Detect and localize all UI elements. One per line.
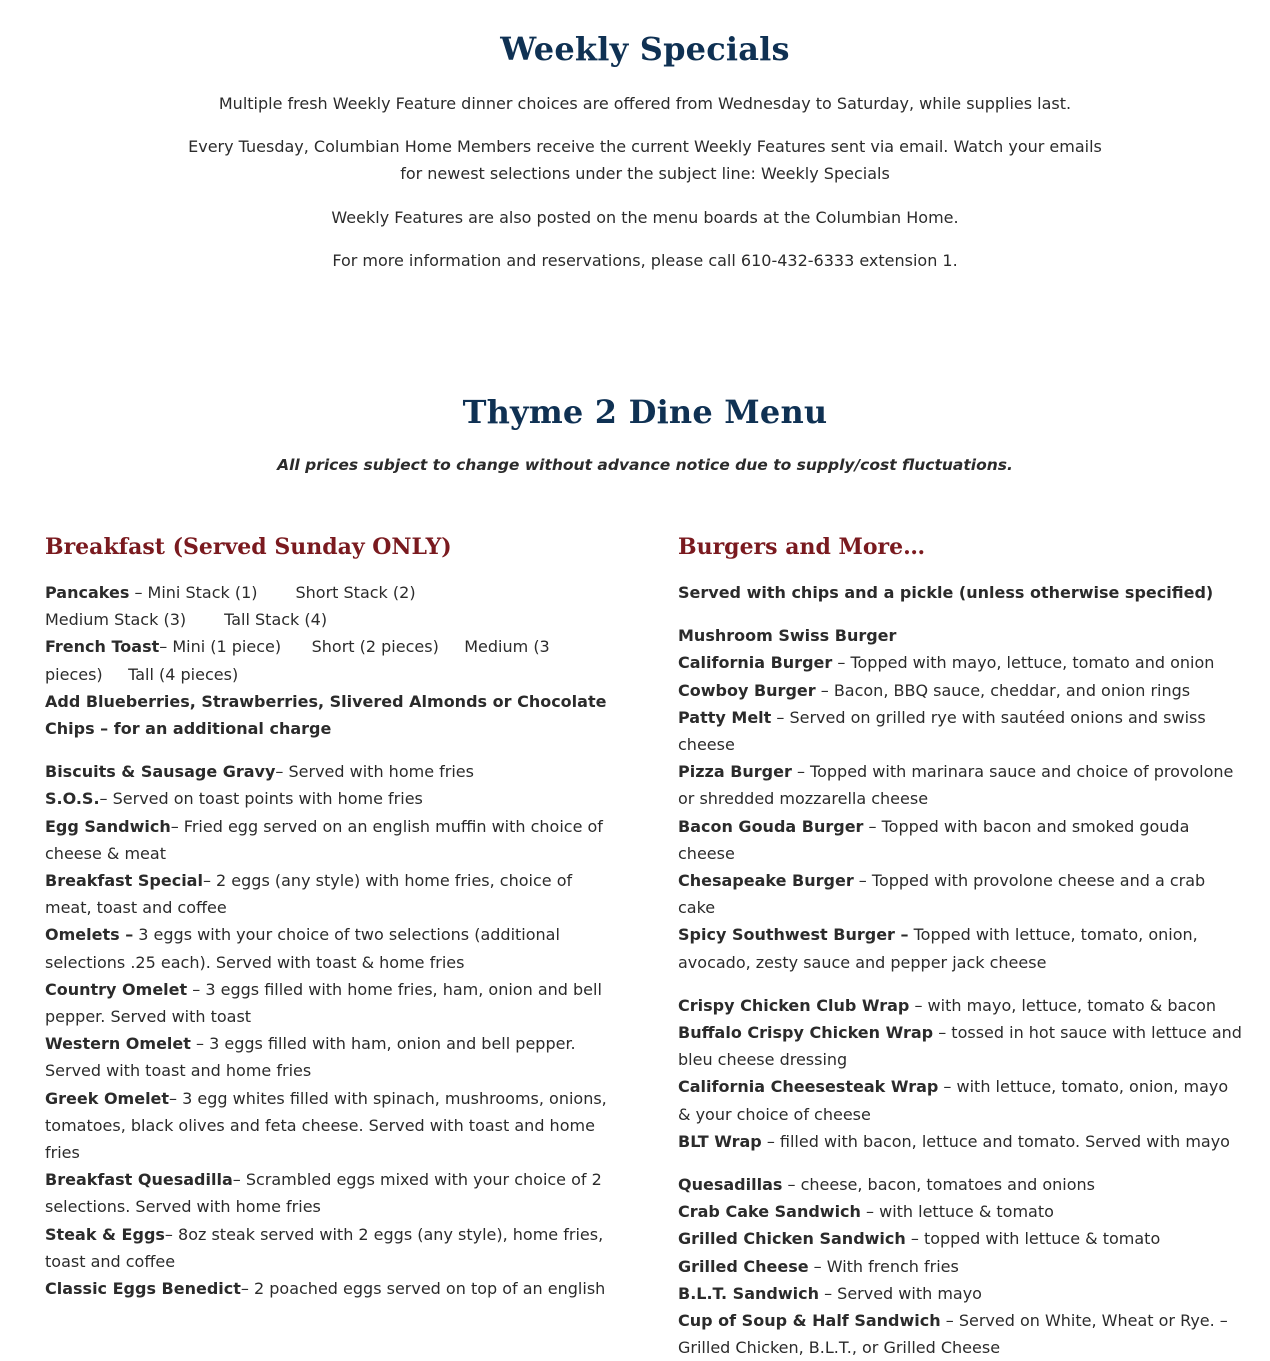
item-name: BLT Wrap — [678, 1131, 762, 1151]
item-name: Chesapeake Burger — [678, 871, 854, 891]
item-desc: – Fried egg served on an english muffin with choice of cheese & meat — [45, 816, 603, 863]
menu-item — [678, 867, 1244, 921]
weekly-specials-title: Weekly Specials — [500, 30, 790, 68]
item-desc: – tossed in hot sauce with lettuce and bleu cheese dressing — [678, 1023, 1242, 1070]
menu-item — [45, 813, 615, 867]
item-name: Quesadillas — [678, 1175, 783, 1195]
menu-item — [45, 1085, 615, 1167]
item-name: Crispy Chicken Club Wrap — [678, 995, 910, 1015]
item-desc: – with lettuce, tomato, onion, mayo & your choice of cheese — [678, 1077, 1229, 1124]
item-desc: – Served with mayo — [818, 1283, 982, 1303]
item-desc: Topped with lettuce, tomato, onion, avocado, zesty sauce and pepper jack cheese — [678, 925, 1198, 972]
item-desc: – Topped with provolone cheese and a crab cake — [678, 871, 1206, 918]
menu-item — [678, 1128, 1244, 1155]
item-name: Cup of Soup & Half Sandwich — [678, 1311, 941, 1331]
item-name: Mushroom Swiss Burger — [678, 626, 897, 646]
breakfast-heading: Breakfast (Served Sunday ONLY) — [45, 534, 452, 560]
addon-note: Add Blueberries, Strawberries, Slivered Almonds or Chocolate Chips – for an additional charge — [45, 691, 607, 739]
item-name: S.O.S. — [45, 789, 100, 809]
item-desc: – filled with bacon, lettuce and tomato. Served with mayo — [761, 1131, 1230, 1151]
menu-item — [678, 1019, 1244, 1073]
specials-paragraph: Weekly Features are also posted on the menu boards at the Columbian Home. — [331, 208, 959, 227]
menu-item — [45, 1030, 615, 1084]
item-desc: – 3 eggs filled with home fries, ham, onion and bell pepper. Served with toast — [45, 979, 602, 1027]
menu-item — [45, 1275, 615, 1302]
item-desc: – 2 poached eggs served on top of an english — [240, 1279, 606, 1299]
item-name: Bacon Gouda Burger — [678, 816, 864, 836]
menu-item — [678, 1073, 1244, 1127]
item-name: Grilled Cheese — [678, 1256, 809, 1276]
french-toast-item: French Toast– Mini (1 piece) Short (2 pieces) Medium (3 pieces) Tall (4 pieces) — [45, 637, 550, 684]
menu-item — [45, 1166, 615, 1220]
menu-item — [678, 813, 1244, 867]
item-desc: – Served on White, Wheat or Rye. – Grilled Chicken, B.L.T., or Grilled Cheese — [678, 1311, 1228, 1358]
burgers-note: Served with chips and a pickle (unless otherwise specified) — [678, 583, 1214, 602]
item-desc: – 3 egg whites filled with spinach, mushrooms, onions, tomatoes, black olives and feta cheese. Served with toast and home fries — [45, 1088, 607, 1163]
item-name: B.L.T. Sandwich — [678, 1283, 819, 1303]
item-desc: – cheese, bacon, tomatoes and onions — [782, 1175, 1096, 1195]
item-name: Omelets – — [45, 925, 134, 945]
item-name: Steak & Eggs — [45, 1224, 165, 1244]
menu-item — [678, 704, 1244, 758]
item-desc: 3 eggs with your choice of two selections (additional selections .25 each). Served with toast & home fries — [45, 925, 560, 972]
item-name: California Burger — [678, 653, 833, 673]
item-name: Grilled Chicken Sandwich — [678, 1229, 906, 1249]
french-toast-option: Medium (3 pieces) — [45, 637, 550, 684]
menu-item — [678, 1198, 1244, 1225]
pancake-option: Medium Stack (3) — [45, 610, 187, 630]
item-desc: – 3 eggs filled with ham, onion and bell pepper. Served with toast and home fries — [45, 1034, 576, 1081]
item-desc: – Bacon, BBQ sauce, cheddar, and onion rings — [815, 680, 1191, 700]
menu-item — [678, 649, 1244, 676]
specials-paragraph: For more information and reservations, please call 610-432-6333 extension 1. — [332, 251, 958, 270]
item-name: Pizza Burger — [678, 762, 792, 782]
item-name: Breakfast Quesadilla — [45, 1170, 233, 1190]
menu-item — [678, 677, 1244, 704]
pancake-option: Short Stack (2) — [295, 583, 416, 602]
menu-item — [45, 785, 615, 812]
menu-item — [678, 921, 1244, 975]
french-toast-option: Tall (4 pieces) — [128, 664, 239, 684]
item-desc: – Topped with marinara sauce and choice of provolone or shredded mozzarella cheese — [678, 762, 1234, 809]
item-desc: – 2 eggs (any style) with home fries, choice of meat, toast and coffee — [45, 871, 573, 918]
pancakes-item: Pancakes – Mini Stack (1) Short Stack (2)Medium Stack (3) Tall Stack (4) — [45, 579, 615, 633]
item-name: California Cheesesteak Wrap — [678, 1077, 939, 1097]
breakfast-column — [45, 533, 615, 1302]
item-name: Western Omelet — [45, 1034, 191, 1054]
menu-item — [45, 921, 615, 975]
item-desc: – Topped with mayo, lettuce, tomato and onion — [832, 653, 1215, 673]
item-desc: – 8oz steak served with 2 eggs (any style), home fries, toast and coffee — [45, 1224, 604, 1271]
pancake-option: Mini Stack (1) — [147, 583, 258, 602]
item-name: Spicy Southwest Burger – — [678, 925, 909, 945]
menu-item — [678, 758, 1244, 812]
item-name: Pancakes — [45, 583, 130, 602]
item-name: Breakfast Special — [45, 871, 203, 891]
item-name: Greek Omelet — [45, 1088, 170, 1108]
menu-item — [678, 1225, 1244, 1252]
item-desc: – with mayo, lettuce, tomato & bacon — [909, 995, 1217, 1015]
item-desc: – Served on grilled rye with sautéed onions and swiss cheese — [678, 707, 1206, 755]
burgers-heading: Burgers and More… — [678, 534, 926, 560]
menu-item — [678, 622, 1244, 649]
menu-item — [45, 1221, 615, 1275]
item-name: Classic Eggs Benedict — [45, 1279, 241, 1299]
item-name: Cowboy Burger — [678, 680, 816, 700]
menu-item — [45, 976, 615, 1030]
item-desc: – Served on toast points with home fries — [99, 789, 423, 809]
menu-item — [678, 1280, 1244, 1307]
item-desc: – Topped with bacon and smoked gouda cheese — [678, 816, 1190, 863]
item-desc: – topped with lettuce & tomato — [905, 1229, 1161, 1249]
menu-item — [678, 1307, 1244, 1361]
french-toast-option: Short (2 pieces) — [311, 637, 439, 657]
item-name: Buffalo Crispy Chicken Wrap — [678, 1023, 934, 1043]
price-notice: All prices subject to change without advance notice due to supply/cost fluctuations. — [277, 456, 1013, 474]
french-toast-option: Mini (1 piece) — [172, 637, 282, 657]
menu-item — [678, 992, 1244, 1019]
item-name: French Toast — [45, 637, 160, 657]
item-desc: – with lettuce & tomato — [860, 1202, 1054, 1222]
item-name: Country Omelet — [45, 979, 188, 999]
item-name: Egg Sandwich — [45, 816, 171, 836]
burgers-column — [678, 533, 1244, 1361]
item-name: Crab Cake Sandwich — [678, 1202, 861, 1222]
specials-paragraph: Every Tuesday, Columbian Home Members receive the current Weekly Features sent via email. Watch your emails for newest selections under the subject line: Weekly Specials — [188, 137, 1102, 183]
menu-item — [678, 1253, 1244, 1280]
item-name: Patty Melt — [678, 707, 772, 727]
menu-title: Thyme 2 Dine Menu — [462, 393, 828, 431]
item-name: Biscuits & Sausage Gravy — [45, 762, 276, 782]
pancake-option: Tall Stack (4) — [224, 610, 328, 630]
menu-item — [678, 1171, 1244, 1198]
menu-item — [45, 758, 615, 785]
specials-paragraph: Multiple fresh Weekly Feature dinner choices are offered from Wednesday to Saturday, while supplies last. — [218, 94, 1072, 113]
item-desc: – Served with home fries — [275, 762, 474, 782]
menu-item — [45, 867, 615, 921]
item-desc: – With french fries — [808, 1256, 959, 1276]
item-desc: – Scrambled eggs mixed with your choice of 2 selections. Served with home fries — [45, 1170, 602, 1217]
